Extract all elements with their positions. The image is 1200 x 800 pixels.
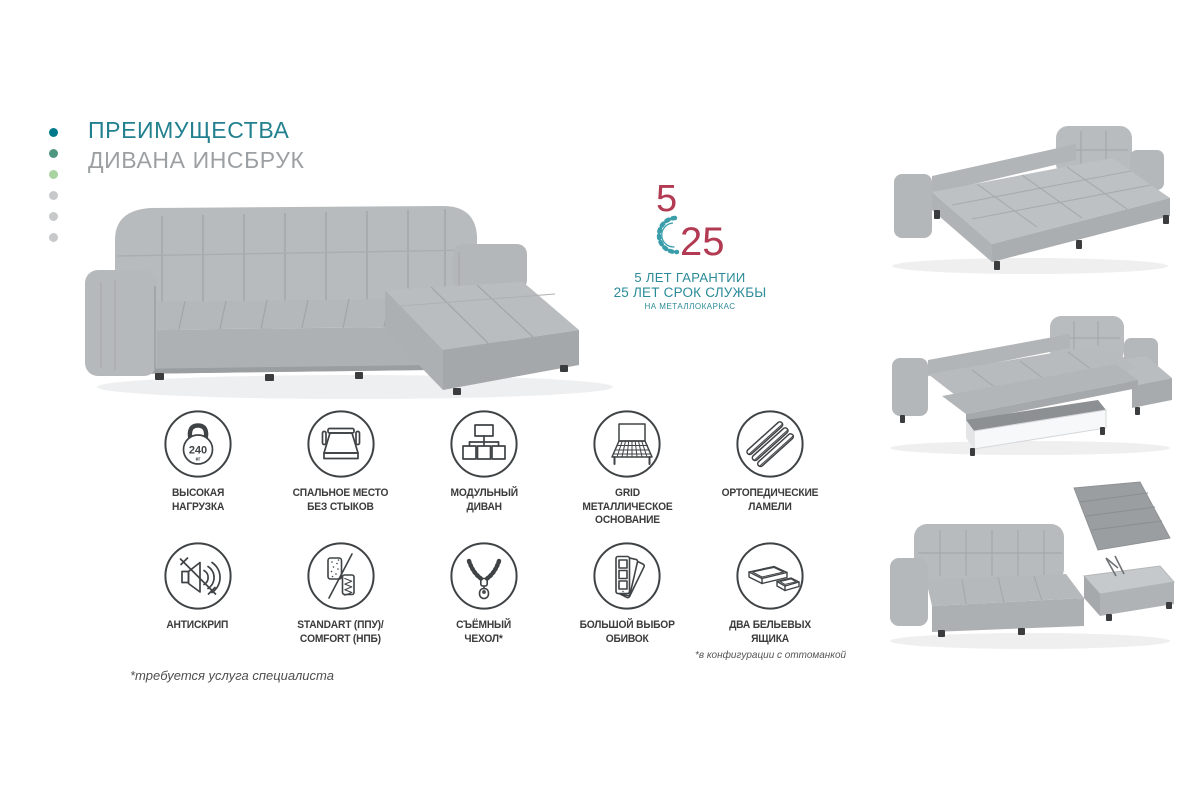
feature-anti-squeak xyxy=(126,541,269,661)
feature-label: ОРТОПЕДИЧЕСКИЕ ЛАМЕЛИ xyxy=(722,487,819,513)
decor-dot xyxy=(49,128,58,137)
feature-foam-types xyxy=(269,541,412,661)
feature-fabric-choice xyxy=(556,541,699,661)
feature-label: СЪЁМНЫЙ ЧЕХОЛ* xyxy=(456,619,512,645)
no-squeak-icon xyxy=(163,541,233,611)
feature-label: ВЫСОКАЯ НАГРУЗКА xyxy=(171,487,224,513)
grid-base-icon xyxy=(592,409,662,479)
warranty-line: 5 ЛЕТ ГАРАНТИИ xyxy=(634,270,746,285)
zipper-icon xyxy=(449,541,519,611)
service-years-number: 25 xyxy=(680,220,725,264)
feature-label: МОДУЛЬНЫЙ ДИВАН xyxy=(450,487,518,513)
feature-label: GRID МЕТАЛЛИЧЕСКОЕ ОСНОВАНИЕ xyxy=(582,487,673,526)
slats-icon xyxy=(735,409,805,479)
sofa-config-unfolded-bed xyxy=(880,110,1180,280)
features-row-1 xyxy=(126,409,844,528)
page-title: ПРЕИМУЩЕСТВА xyxy=(88,117,290,143)
storage-boxes-icon xyxy=(735,541,805,611)
feature-label: STANDART (ППУ)/ COMFORT (НПБ) xyxy=(297,619,384,645)
metal-frame-line: НА МЕТАЛЛОКАРКАС xyxy=(644,302,736,311)
svg-text:кг: кг xyxy=(195,456,201,463)
mattress-icon xyxy=(306,409,376,479)
svg-text:240: 240 xyxy=(188,444,207,457)
feature-label: ДВА БЕЛЬЕВЫХ ЯЩИКА xyxy=(729,619,812,645)
ottoman-config-note: *в конфигурации с оттоманкой xyxy=(694,649,846,661)
feature-label: БОЛЬШОЙ ВЫБОР ОБИВОК xyxy=(579,619,675,645)
decor-dot xyxy=(49,149,58,158)
service-life-line: 25 ЛЕТ СРОК СЛУЖБЫ xyxy=(613,285,767,300)
feature-modular xyxy=(412,409,555,528)
decor-dot xyxy=(49,170,58,179)
sofa-photo-main xyxy=(55,190,615,405)
feature-label: СПАЛЬНОЕ МЕСТО БЕЗ СТЫКОВ xyxy=(292,487,389,513)
feature-grid-base xyxy=(556,409,699,528)
warranty-years-number: 5 xyxy=(656,178,678,220)
feature-removable-cover xyxy=(412,541,555,661)
features-row-2 xyxy=(126,541,844,661)
foam-types-icon xyxy=(306,541,376,611)
feature-storage-boxes xyxy=(694,541,846,661)
modular-icon xyxy=(449,409,519,479)
feature-seamless-bed xyxy=(269,409,412,528)
sofa-config-open-storage xyxy=(878,480,1178,655)
kettlebell-icon xyxy=(163,409,233,479)
fabric-choice-icon xyxy=(592,541,662,611)
page-subtitle: ДИВАНА ИНСБРУК xyxy=(88,147,305,173)
sofa-config-pullout-drawer xyxy=(880,308,1180,458)
feature-ortho-slats xyxy=(699,409,842,528)
feature-label: АНТИСКРИП xyxy=(166,619,229,631)
warranty-badge xyxy=(590,178,790,324)
title-block xyxy=(88,115,304,175)
feature-high-load xyxy=(126,409,269,528)
specialist-footnote: *требуется услуга специалиста xyxy=(130,668,334,683)
